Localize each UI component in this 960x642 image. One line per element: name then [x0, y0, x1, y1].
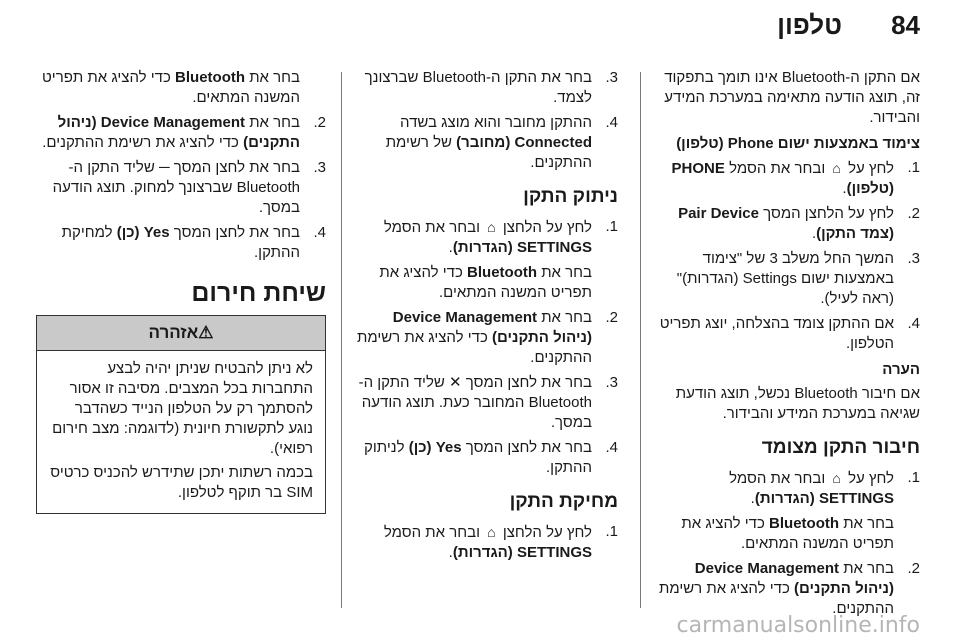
step-text: לניתוק ההתקן. [364, 439, 592, 476]
list-item [36, 223, 326, 263]
list-item [356, 217, 618, 258]
watermark: carmanualsonline.info [676, 613, 920, 638]
list-item [36, 158, 326, 218]
step-text: בחר את לחצן המסך ✕ שליד התקן ה-Bluetooth המחובר כעת. תוצג הודעה במסך. [358, 374, 592, 431]
step-bold-label: Device Management (ניהול התקנים) [392, 309, 592, 346]
warning-paragraph: לא ניתן להבטיח שניתן יהיה לבצע התחברות בכל המצבים. מסיבה זו אסור להסתמך רק על הטלפון הנייד כשהדבר נוגע לתקשורת חיונית (לדוגמה: מצב חירום רפואי). [52, 360, 313, 457]
step-number: 4. [605, 439, 618, 456]
step-continuation [658, 514, 920, 554]
step-bold-label: SETTINGS (הגדרות) [452, 239, 592, 256]
middle-column [356, 68, 618, 568]
page-number: 84 [891, 10, 920, 40]
phone-pairing-heading: צימוד באמצעות ישום Phone (טלפון) [676, 135, 920, 152]
step-bold-label: Connected (מחובר) [456, 134, 592, 151]
step-bold-label: SETTINGS (הגדרות) [452, 544, 592, 561]
step-text: בחר את [843, 560, 894, 577]
step-continuation [356, 263, 618, 303]
step-text: המשך החל משלב 3 של "צימוד באמצעות ישום Settings (הגדרות)" (ראה לעיל). [676, 250, 894, 307]
step-end: . [750, 490, 755, 507]
step-text: כדי להציג את רשימת ההתקנים. [356, 329, 592, 366]
step-number: 2. [605, 309, 618, 326]
step-text: בחר את התקן ה-Bluetooth שברצונך לצמד. [364, 69, 592, 106]
step-end: . [448, 239, 453, 256]
step-bold-label: PHONE (טלפון) [671, 160, 894, 197]
step-number: 2. [907, 205, 920, 222]
step-text: בחר את לחצן המסך [173, 224, 300, 241]
note-label: הערה [882, 361, 920, 378]
step-bold-label: Bluetooth [175, 69, 246, 86]
list-item [356, 522, 618, 563]
home-icon: ⌂ [487, 219, 496, 235]
step-bold-label: Yes (כן) [408, 439, 462, 456]
step-text: ובחר את הסמל [383, 219, 480, 236]
step-text: כדי להציג את רשימת ההתקנים. [42, 134, 239, 151]
step-text: ובחר את הסמל [383, 524, 480, 541]
list-item [658, 204, 920, 244]
step-text: כדי להציג את תפריט המשנה המתאים. [681, 515, 894, 552]
emergency-call-heading: שיחת חירום [191, 279, 326, 307]
delete-device-heading: מחיקת התקן [509, 491, 618, 512]
step-text: ההתקן מחובר והוא מוצג בשדה [400, 114, 592, 131]
connect-device-heading: חיבור התקן מצומד [761, 437, 920, 458]
list-item [36, 113, 326, 153]
step-text: בחר את [541, 309, 592, 326]
home-icon: ⌂ [487, 524, 496, 540]
step-bold-label: Pair Device (צמד התקן) [678, 205, 894, 242]
column-divider-right [640, 72, 641, 608]
page-title: טלפון [777, 10, 842, 40]
step-text: בחר את [249, 69, 300, 86]
step-bold-label: SETTINGS (הגדרות) [754, 490, 894, 507]
step-text: אם ההתקן צומד בהצלחה, יוצג תפריט הטלפון. [659, 315, 894, 352]
step-text: לחץ על [848, 160, 894, 177]
step-number: 3. [313, 159, 326, 176]
list-item [658, 158, 920, 199]
warning-paragraph: בכמה רשתות יתכן שתידרש להכניס כרטיס SIM בר תוקף לטלפון. [50, 464, 313, 501]
warning-header [37, 316, 325, 351]
list-item [658, 249, 920, 309]
list-item [658, 559, 920, 619]
step-text: לחץ על [848, 470, 894, 487]
step-number: 1. [907, 159, 920, 176]
home-icon: ⌂ [832, 160, 841, 176]
step-text: כדי להציג את רשימת ההתקנים. [658, 580, 894, 617]
step-end: . [448, 544, 453, 561]
step-number: 4. [605, 114, 618, 131]
step-number: 4. [313, 224, 326, 241]
step-text: בחר את לחצן המסך ─ שליד התקן ה-Bluetooth שברצונך למחוק. תוצג הודעה במסך. [52, 159, 300, 216]
step-text: לחץ על הלחצן [502, 524, 592, 541]
step-number: 1. [605, 523, 618, 540]
step-bold-label: Bluetooth [467, 264, 538, 281]
step-text: בחר את [843, 515, 894, 532]
step-number: 2. [907, 560, 920, 577]
list-item [356, 438, 618, 478]
step-text: כדי להציג את תפריט המשנה המתאים. [379, 264, 592, 301]
list-item [658, 314, 920, 354]
step-text: בחר את [541, 264, 592, 281]
step-text: ובחר את הסמל [729, 160, 826, 177]
step-number: 3. [907, 250, 920, 267]
step-text: בחר את לחצן המסך [465, 439, 592, 456]
list-item [356, 308, 618, 368]
step-text: לחץ על הלחצן [502, 219, 592, 236]
step-bold-label: Bluetooth [769, 515, 840, 532]
step-number: 4. [907, 315, 920, 332]
step-number: 3. [605, 69, 618, 86]
step-number: 2. [313, 114, 326, 131]
step-number: 3. [605, 374, 618, 391]
step-text: בחר את [249, 114, 300, 131]
step-text: למחיקת ההתקן. [61, 224, 300, 261]
step-end: . [811, 225, 817, 242]
step-bold-label: Device Management (ניהול התקנים) [57, 114, 300, 151]
warning-body [37, 351, 325, 513]
step-end: . [842, 180, 847, 197]
step-bold-label: Yes (כן) [116, 224, 170, 241]
list-item [356, 113, 618, 173]
left-column [36, 68, 326, 514]
step-number: 1. [907, 469, 920, 486]
warning-title: אזהרה [148, 323, 199, 342]
step-continuation [36, 68, 326, 108]
warning-icon: ⚠ [198, 323, 214, 342]
list-item [356, 68, 618, 108]
step-number: 1. [605, 218, 618, 235]
disconnect-device-heading: ניתוק התקן [523, 186, 618, 207]
note-text: אם חיבור Bluetooth נכשל, תוצג הודעת שגיאה במערכת המידע והבידור. [675, 385, 920, 422]
column-divider-left [341, 72, 342, 608]
home-icon: ⌂ [832, 470, 841, 486]
intro-text: אם התקן ה-Bluetooth אינו תומך בתפקוד זה, תוצג הודעה מתאימה במערכת המידע והבידור. [664, 69, 920, 126]
warning-box [36, 315, 326, 514]
list-item [356, 373, 618, 433]
list-item [658, 468, 920, 509]
step-text: ובחר את הסמל [729, 470, 826, 487]
step-text: כדי להציג את תפריט המשנה המתאים. [42, 69, 300, 106]
step-bold-label: Device Management (ניהול התקנים) [694, 560, 894, 597]
step-text: של רשימת ההתקנים. [385, 134, 592, 171]
right-column [658, 68, 920, 624]
step-text: לחץ על הלחצן המסך [763, 205, 894, 222]
